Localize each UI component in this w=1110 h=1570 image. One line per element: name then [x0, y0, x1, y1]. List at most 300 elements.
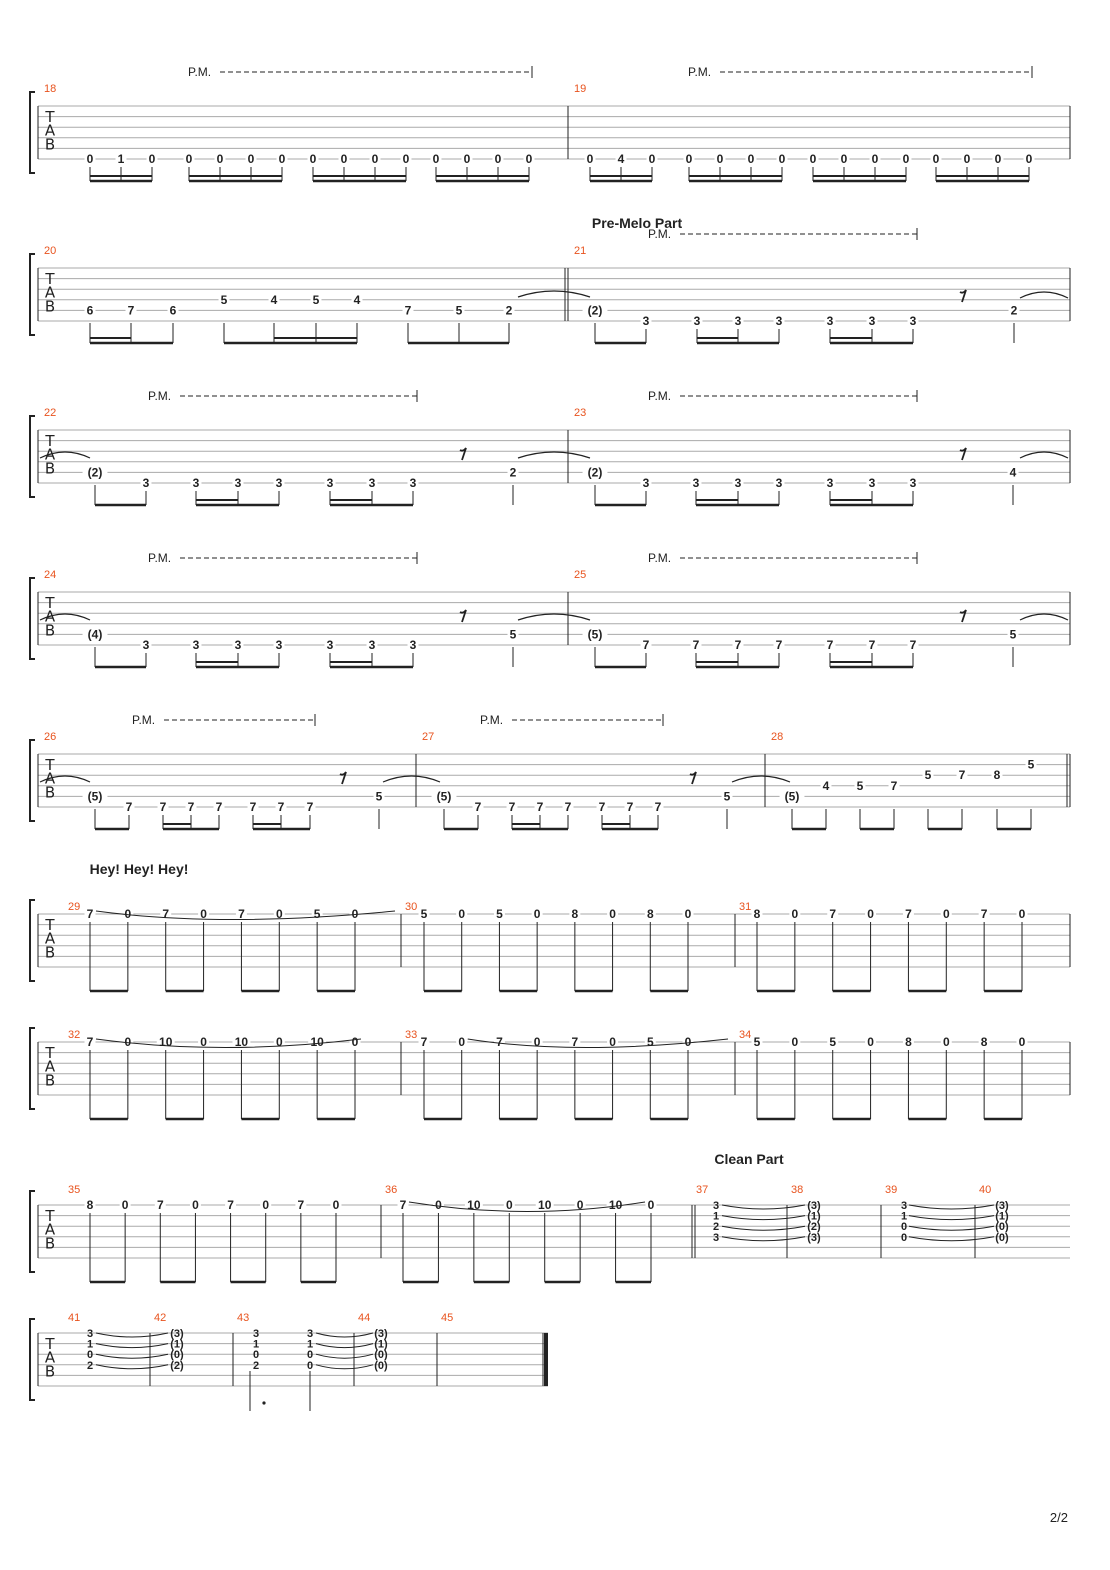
fret-number: 8	[980, 1035, 988, 1049]
fret-number: 3	[642, 476, 650, 490]
chord-fret: 0	[86, 1349, 94, 1362]
chord-fret: (3)	[807, 1231, 821, 1244]
fret-number: 5	[375, 789, 383, 804]
fret-number: 3	[368, 476, 376, 490]
system-bracket	[30, 1028, 35, 1109]
fret-number: 5	[829, 1035, 837, 1049]
fret-number: (5)	[784, 789, 800, 804]
fret-number: 2	[509, 465, 517, 480]
tie	[722, 1226, 805, 1230]
tab-clef-b: B	[44, 135, 56, 154]
eighth-rest	[340, 772, 346, 784]
system-bracket	[30, 254, 35, 335]
tab-clef-a: A	[44, 1348, 56, 1367]
fret-number: 0	[309, 152, 317, 166]
tab-clef-a: A	[44, 121, 56, 140]
bar-number: 43	[237, 1312, 250, 1324]
tie	[722, 1205, 805, 1209]
fret-number: 0	[275, 1035, 283, 1049]
tie	[909, 1205, 994, 1209]
fret-number: 5	[856, 778, 864, 793]
tab-clef-b: B	[44, 1234, 56, 1253]
fret-number: 7	[654, 800, 662, 814]
palm-mute-label: P.M.	[188, 65, 212, 79]
chord-fret: 0	[900, 1231, 908, 1244]
system-bracket	[30, 900, 35, 981]
bar-number: 24	[44, 569, 57, 581]
bar-number: 36	[385, 1184, 398, 1196]
fret-number: 7	[86, 1035, 94, 1049]
tab-clef-b: B	[44, 943, 56, 962]
palm-mute-label: P.M.	[148, 551, 172, 565]
tie	[909, 1216, 994, 1220]
fret-number: (2)	[87, 465, 103, 480]
fret-number: 10	[608, 1198, 623, 1212]
bar-number: 32	[68, 1029, 81, 1041]
fret-number: 7	[598, 800, 606, 814]
fret-number: 3	[192, 476, 200, 490]
chord-fret: (0)	[170, 1349, 184, 1362]
fret-number: 0	[1018, 1035, 1026, 1049]
chord-fret: 3	[306, 1328, 314, 1340]
bar-number: 29	[68, 901, 81, 913]
fret-number: 3	[234, 476, 242, 490]
fret-number: 7	[980, 907, 988, 921]
bar-number: 41	[68, 1312, 81, 1324]
fret-number: 7	[734, 638, 742, 652]
chord-fret: (0)	[374, 1349, 388, 1362]
fret-number: 7	[536, 800, 544, 814]
fret-number: 0	[684, 907, 692, 921]
bar-number: 33	[405, 1029, 418, 1041]
chord-fret: 3	[252, 1328, 260, 1340]
fret-number: 3	[826, 476, 834, 490]
fret-number: 7	[909, 638, 917, 652]
fret-number: 0	[586, 152, 594, 166]
eighth-rest	[460, 610, 466, 622]
chord-fret: (2)	[807, 1221, 821, 1234]
fret-number: 8	[571, 907, 579, 921]
fret-number: 0	[86, 152, 94, 166]
fret-number: 0	[716, 152, 724, 166]
tab-clef-b: B	[44, 1071, 56, 1090]
tab-clef-t: T	[45, 431, 55, 450]
section-title: Clean Part	[714, 1151, 784, 1167]
fret-number: 7	[508, 800, 516, 814]
chord-fret: 1	[306, 1338, 314, 1351]
fret-number: 7	[642, 638, 650, 652]
bar-number: 26	[44, 731, 57, 743]
fret-number: 7	[905, 907, 912, 921]
tie	[1020, 292, 1068, 298]
fret-number: 0	[994, 152, 1002, 166]
fret-number: 7	[829, 907, 837, 921]
fret-number: 5	[455, 303, 463, 318]
fret-number: 0	[963, 152, 971, 166]
fret-number: 7	[277, 800, 285, 814]
fret-number: 0	[494, 152, 502, 166]
fret-number: 3	[409, 638, 417, 652]
fret-number: 7	[496, 1035, 503, 1049]
tab-clef-b: B	[44, 621, 56, 640]
fret-number: 0	[609, 907, 616, 921]
tab-clef-b: B	[44, 783, 56, 802]
tab-clef-a: A	[44, 929, 56, 948]
fret-number: 0	[576, 1198, 584, 1212]
chord-fret: 3	[900, 1200, 908, 1212]
fret-number: 0	[121, 1198, 129, 1212]
fret-number: 7	[626, 800, 634, 814]
fret-number: 0	[192, 1198, 199, 1212]
chord-fret: (1)	[995, 1210, 1009, 1223]
fret-number: 3	[868, 476, 876, 490]
fret-number: 5	[723, 789, 731, 804]
tab-clef-t: T	[45, 755, 55, 774]
fret-number: 5	[646, 1035, 654, 1049]
tie	[96, 1333, 168, 1337]
fret-number: 8	[753, 907, 761, 921]
fret-number: 0	[463, 152, 471, 166]
bar-number: 27	[422, 731, 435, 743]
fret-number: 8	[905, 1035, 912, 1049]
tie	[316, 1365, 373, 1369]
bar-number: 38	[791, 1184, 804, 1196]
tie	[1020, 614, 1068, 620]
fret-number: 0	[458, 1035, 466, 1049]
tie	[316, 1333, 373, 1337]
tab-clef-b: B	[44, 459, 56, 478]
fret-number: 0	[840, 152, 848, 166]
fret-number: 0	[200, 907, 207, 921]
chord-fret: 2	[252, 1359, 260, 1372]
chord-fret: (3)	[374, 1328, 388, 1340]
fret-number: 8	[993, 768, 1001, 783]
fret-number: 7	[474, 800, 482, 814]
chord-fret: 0	[306, 1349, 314, 1362]
final-barline	[544, 1333, 548, 1386]
fret-number: 0	[778, 152, 786, 166]
palm-mute-label: P.M.	[648, 389, 672, 403]
fret-number: 5	[496, 907, 503, 921]
section-title: Pre-Melo Part	[591, 215, 683, 231]
fret-number: 7	[958, 768, 966, 783]
palm-mute-label: P.M.	[688, 65, 712, 79]
fret-number: 3	[868, 314, 876, 328]
fret-number: 5	[924, 768, 932, 783]
fret-number: 0	[351, 1035, 359, 1049]
eighth-rest	[960, 610, 966, 622]
chord-fret: (3)	[995, 1200, 1009, 1212]
fret-number: 3	[909, 314, 917, 328]
fret-number: 0	[647, 1198, 655, 1212]
fret-number: 5	[313, 907, 321, 921]
chord-fret: (1)	[807, 1210, 821, 1223]
fret-number: 3	[692, 476, 700, 490]
fret-number: 7	[399, 1198, 407, 1212]
bar-number: 42	[154, 1312, 167, 1324]
chord-fret: (0)	[995, 1221, 1009, 1234]
fret-number: 3	[775, 476, 783, 490]
tie	[909, 1226, 994, 1230]
system-bracket	[30, 92, 35, 173]
chord-fret: (0)	[995, 1231, 1009, 1244]
bar-number: 31	[739, 901, 752, 913]
fret-number: 0	[332, 1198, 340, 1212]
fret-number: 0	[402, 152, 410, 166]
fret-number: 8	[646, 907, 654, 921]
fret-number: (5)	[587, 627, 603, 642]
tie	[722, 1237, 805, 1241]
fret-number: 3	[142, 476, 150, 490]
fret-number: 4	[617, 152, 625, 166]
fret-number: 7	[564, 800, 572, 814]
fret-number: 0	[791, 1035, 799, 1049]
chord-fret: 3	[712, 1231, 720, 1244]
palm-mute-label: P.M.	[648, 551, 672, 565]
fret-number: 0	[932, 152, 940, 166]
fret-number: 3	[326, 638, 334, 652]
fret-number: 7	[86, 907, 94, 921]
fret-number: 6	[169, 303, 177, 318]
fret-number: 3	[192, 638, 200, 652]
tab-clef-t: T	[45, 593, 55, 612]
system-bracket	[30, 416, 35, 497]
bar-number: 44	[358, 1312, 371, 1324]
tab-clef-t: T	[45, 107, 55, 126]
fret-number: 7	[404, 303, 412, 318]
fret-number: 7	[775, 638, 783, 652]
fret-number: 7	[249, 800, 257, 814]
bar-number: 23	[574, 407, 587, 419]
tie	[96, 1365, 168, 1369]
fret-number: 7	[306, 800, 314, 814]
fret-number: 0	[262, 1198, 270, 1212]
eighth-rest	[690, 772, 696, 784]
bar-number: 30	[405, 901, 418, 913]
fret-number: 0	[371, 152, 379, 166]
fret-number: 3	[234, 638, 242, 652]
fret-number: 7	[215, 800, 223, 814]
fret-number: 8	[86, 1198, 94, 1212]
tie	[732, 776, 790, 782]
dot	[262, 1401, 265, 1404]
fret-number: 0	[871, 152, 879, 166]
fret-number: 0	[247, 152, 255, 166]
fret-number: 10	[159, 1035, 173, 1049]
bar-number: 40	[979, 1184, 992, 1196]
tab-clef-a: A	[44, 283, 56, 302]
fret-number: 2	[1010, 303, 1018, 318]
fret-number: (4)	[87, 627, 103, 642]
fret-number: (5)	[87, 789, 103, 804]
fret-number: 0	[432, 152, 440, 166]
fret-number: (5)	[436, 789, 452, 804]
chord-fret: (0)	[374, 1359, 388, 1372]
fret-number: 7	[420, 1035, 428, 1049]
fret-number: 3	[909, 476, 917, 490]
fret-number: 0	[216, 152, 224, 166]
fret-number: 0	[148, 152, 156, 166]
fret-number: 7	[826, 638, 834, 652]
system-bracket	[30, 1319, 35, 1400]
chord-fret: 1	[252, 1338, 260, 1351]
tab-clef-a: A	[44, 1220, 56, 1239]
bar-number: 28	[771, 731, 784, 743]
fret-number: 5	[1009, 627, 1017, 642]
fret-number: 3	[775, 314, 783, 328]
bar-number: 22	[44, 407, 57, 419]
section-title: Hey! Hey! Hey!	[89, 861, 189, 877]
fret-number: 5	[753, 1035, 761, 1049]
bar-number: 45	[441, 1312, 454, 1324]
palm-mute-label: P.M.	[148, 389, 172, 403]
tab-clef-t: T	[45, 1206, 55, 1225]
chord-fret: (3)	[170, 1328, 184, 1340]
fret-number: 0	[942, 907, 950, 921]
chord-fret: 1	[712, 1210, 720, 1223]
chord-fret: (1)	[374, 1338, 388, 1351]
tie	[383, 776, 440, 782]
fret-number: 0	[902, 152, 910, 166]
fret-number: 10	[538, 1198, 552, 1212]
fret-number: (2)	[587, 303, 603, 318]
fret-number: 3	[734, 314, 742, 328]
fret-number: 3	[826, 314, 834, 328]
fret-number: 5	[509, 627, 517, 642]
fret-number: 0	[351, 907, 359, 921]
tab-clef-a: A	[44, 769, 56, 788]
chord-fret: (1)	[170, 1338, 184, 1351]
bar-number: 21	[574, 245, 587, 257]
bar-number: 34	[739, 1029, 752, 1041]
chord-fret: 0	[252, 1349, 260, 1362]
fret-number: 0	[124, 907, 132, 921]
tab-clef-a: A	[44, 607, 56, 626]
fret-number: (2)	[587, 465, 603, 480]
bar-number: 25	[574, 569, 587, 581]
fret-number: 7	[227, 1198, 234, 1212]
fret-number: 0	[533, 1035, 541, 1049]
bar-number: 18	[44, 83, 57, 95]
fret-number: 7	[162, 907, 170, 921]
fret-number: 5	[420, 907, 428, 921]
fret-number: 3	[142, 638, 150, 652]
fret-number: 3	[734, 476, 742, 490]
bar-number: 19	[574, 83, 587, 95]
fret-number: 0	[648, 152, 656, 166]
fret-number: 0	[747, 152, 755, 166]
fret-number: 0	[867, 907, 874, 921]
fret-number: 0	[867, 1035, 874, 1049]
fret-number: 10	[310, 1035, 324, 1049]
tie	[909, 1237, 994, 1241]
fret-number: 0	[609, 1035, 616, 1049]
tie	[722, 1216, 805, 1220]
fret-number: 3	[409, 476, 417, 490]
chord-fret: 1	[900, 1210, 908, 1223]
system-bracket	[30, 578, 35, 659]
tab-clef-b: B	[44, 297, 56, 316]
fret-number: 7	[125, 800, 133, 814]
fret-number: 0	[185, 152, 193, 166]
fret-number: 7	[156, 1198, 164, 1212]
fret-number: 3	[368, 638, 376, 652]
eighth-rest	[460, 448, 466, 460]
fret-number: 7	[890, 778, 898, 793]
fret-number: 7	[127, 303, 135, 318]
fret-number: 0	[200, 1035, 207, 1049]
fret-number: 5	[1027, 757, 1035, 772]
chord-fret: 3	[712, 1200, 720, 1212]
bar-number: 35	[68, 1184, 81, 1196]
palm-mute-label: P.M.	[648, 227, 672, 241]
fret-number: 0	[275, 907, 283, 921]
fret-number: 6	[86, 303, 94, 318]
chord-fret: 2	[86, 1359, 94, 1372]
fret-number: 4	[270, 292, 278, 307]
fret-number: 3	[642, 314, 650, 328]
fret-number: 0	[533, 907, 541, 921]
fret-number: 10	[234, 1035, 249, 1049]
fret-number: 4	[1009, 465, 1017, 480]
fret-number: 0	[685, 152, 693, 166]
tie	[96, 1354, 168, 1358]
fret-number: 4	[822, 778, 830, 793]
fret-number: 4	[353, 292, 361, 307]
fret-number: 7	[187, 800, 195, 814]
fret-number: 7	[159, 800, 167, 814]
fret-number: 7	[692, 638, 700, 652]
system-bracket	[30, 740, 35, 821]
fret-number: 0	[340, 152, 348, 166]
bar-number: 20	[44, 245, 57, 257]
chord-fret: (2)	[170, 1359, 184, 1372]
fret-number: 7	[238, 907, 245, 921]
fret-number: 0	[458, 907, 466, 921]
tie	[1020, 452, 1068, 458]
page-number: 2/2	[1049, 1510, 1068, 1525]
tab-clef-t: T	[45, 269, 55, 288]
fret-number: 2	[505, 303, 513, 318]
system-bracket	[30, 1191, 35, 1272]
fret-number: 10	[467, 1198, 481, 1212]
tab-clef-t: T	[45, 1043, 55, 1062]
tie	[518, 452, 590, 458]
tie	[96, 1344, 168, 1348]
chord-fret: 3	[86, 1328, 94, 1340]
fret-number: 3	[275, 638, 283, 652]
bar-number: 37	[696, 1184, 709, 1196]
fret-number: 0	[1025, 152, 1033, 166]
fret-number: 0	[278, 152, 286, 166]
tie	[316, 1354, 373, 1358]
fret-number: 5	[312, 292, 320, 307]
fret-number: 0	[505, 1198, 513, 1212]
fret-number: 0	[809, 152, 817, 166]
bar-number: 39	[885, 1184, 898, 1196]
fret-number: 0	[525, 152, 533, 166]
fret-number: 0	[942, 1035, 950, 1049]
tie	[518, 291, 590, 297]
palm-mute-label: P.M.	[480, 713, 504, 727]
fret-number: 0	[684, 1035, 692, 1049]
tie	[518, 614, 590, 620]
palm-mute-label: P.M.	[132, 713, 156, 727]
chord-fret: 0	[900, 1221, 908, 1234]
fret-number: 3	[275, 476, 283, 490]
fret-number: 0	[435, 1198, 442, 1212]
chord-fret: 1	[86, 1338, 94, 1351]
